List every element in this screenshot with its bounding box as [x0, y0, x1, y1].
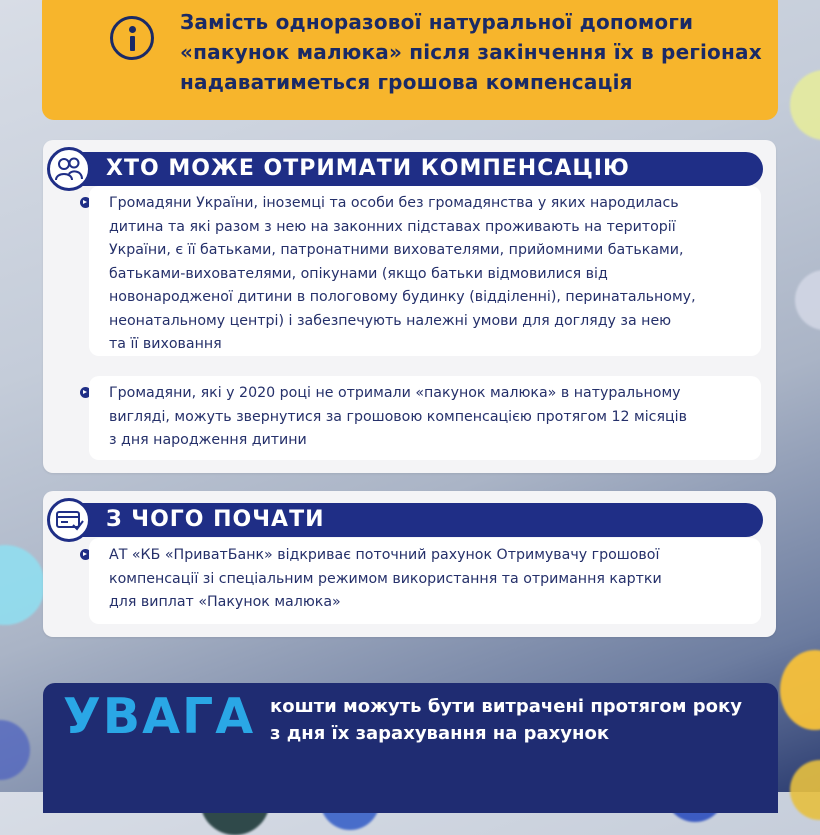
- warning-headline: УВАГА: [63, 688, 256, 745]
- text-line: з дня народження дитини: [109, 432, 307, 448]
- text-line: батьками-вихователями, опікунами (якщо батьки відмовилися від: [109, 265, 608, 282]
- text-line: з дня їх зарахування на рахунок: [270, 723, 610, 744]
- text-line: та її виховання: [109, 336, 222, 352]
- banner-text: [180, 7, 800, 97]
- info-banner: [42, 0, 778, 120]
- banner-line: «пакунок малюка» після закінчення їх в регіонах: [180, 40, 762, 64]
- section-header-who: [51, 152, 763, 186]
- card-icon: [47, 498, 91, 542]
- warning-block: [43, 683, 778, 813]
- info-icon: [110, 16, 154, 60]
- text-line: України, є її батьками, патронатними вихователями, прийомними батьками,: [109, 242, 684, 258]
- list-item: [89, 376, 761, 460]
- text-line: АТ «КБ «ПриватБанк» відкриває поточний рахунок Отримувачу грошової: [109, 547, 660, 563]
- text-line: Громадяни, які у 2020 році не отримали «пакунок малюка» в натуральному: [109, 385, 681, 401]
- text-line: для виплат «Пакунок малюка»: [109, 594, 341, 610]
- banner-line: Замість одноразової натуральної допомоги: [180, 10, 694, 34]
- section-title: ХТО МОЖЕ ОТРИМАТИ КОМПЕНСАЦІЮ: [106, 156, 630, 181]
- decorative-circle: [795, 270, 820, 330]
- text-line: Громадяни України, іноземці та особи без громадянства у яких народилась: [109, 195, 679, 211]
- people-icon: [47, 147, 91, 191]
- section-title: З ЧОГО ПОЧАТИ: [106, 507, 325, 532]
- text-line: компенсації зі спеціальним режимом використання та отримання картки: [109, 570, 662, 587]
- decorative-circle: [0, 720, 30, 780]
- list-item: [89, 186, 761, 356]
- list-item: [89, 538, 761, 624]
- decorative-circle: [0, 545, 45, 625]
- how-to-start-card: [43, 491, 776, 637]
- text-line: неонатальному центрі) і забезпечують належні умови для догляду за нею: [109, 312, 672, 329]
- text-line: кошти можуть бути витрачені протягом року: [270, 696, 742, 717]
- decorative-circle: [780, 650, 820, 730]
- list-item-text: [109, 382, 759, 453]
- banner-line: надаватиметься грошова компенсація: [180, 70, 633, 94]
- decorative-circle: [790, 760, 820, 820]
- text-line: вигляді, можуть звернутися за грошовою компенсацією протягом 12 місяців: [109, 408, 687, 425]
- list-item-text: [109, 192, 759, 357]
- who-can-receive-card: [43, 140, 776, 473]
- text-line: дитина та які разом з нею на законних підставах проживають на території: [109, 218, 676, 235]
- warning-message: [270, 693, 770, 747]
- list-item-text: [109, 544, 759, 615]
- section-header-start: [51, 503, 763, 537]
- text-line: новонародженої дитини в пологовому будинку (відділенні), перинатальному,: [109, 289, 696, 305]
